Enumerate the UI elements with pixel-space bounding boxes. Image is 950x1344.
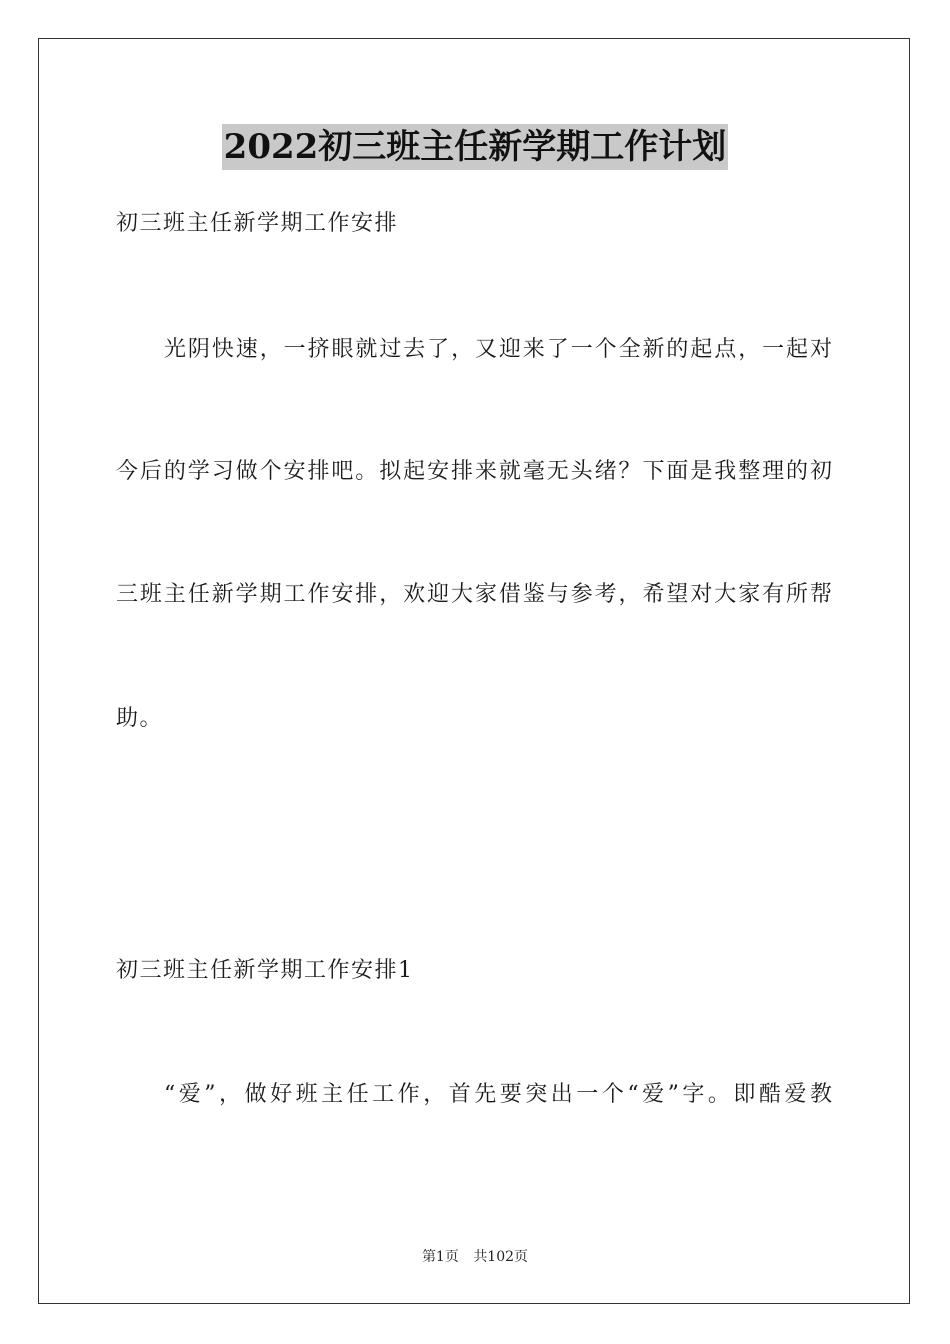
intro-line-3: 三班主任新学期工作安排，欢迎大家借鉴与参考，希望对大家有所帮 — [116, 582, 832, 607]
intro-line-1: 光阴快速，一挤眼就过去了，又迎来了一个全新的起点，一起对 — [164, 337, 832, 362]
intro-line-2: 今后的学习做个安排吧。拟起安排来就毫无头绪？下面是我整理的初 — [116, 459, 832, 484]
document-title: 2022初三班主任新学期工作计划 — [222, 124, 729, 170]
section-line-1: “爱”，做好班主任工作，首先要突出一个“爱”字。即酷爱教 — [164, 1082, 832, 1107]
intro-line-4: 助。 — [116, 706, 164, 731]
page-number: 第1页 — [421, 1249, 459, 1265]
title-container — [0, 124, 950, 170]
subheading: 初三班主任新学期工作安排 — [116, 211, 399, 236]
page-footer — [0, 1247, 950, 1267]
page-total: 共102页 — [473, 1249, 529, 1265]
section-heading: 初三班主任新学期工作安排1 — [116, 958, 414, 983]
